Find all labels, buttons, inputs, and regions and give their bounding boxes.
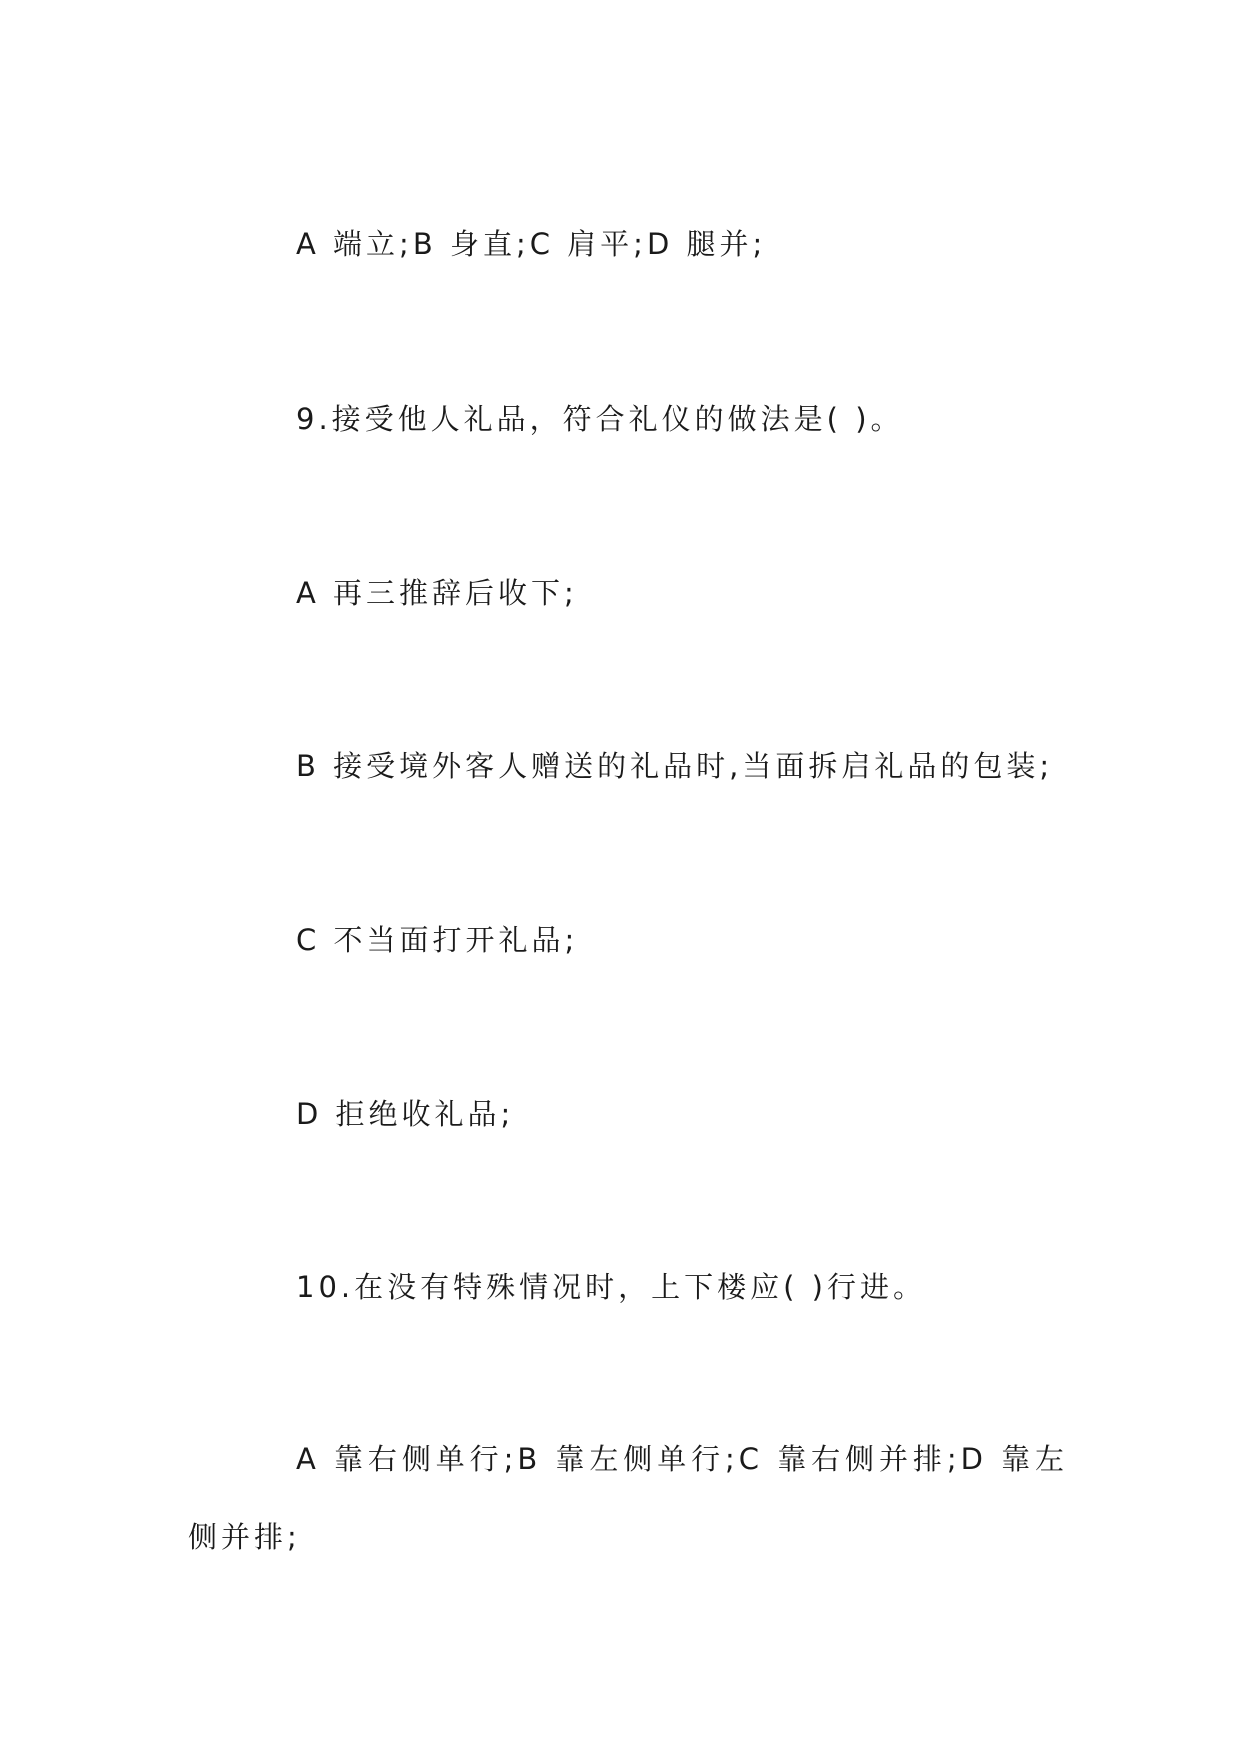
q9-option-c: C 不当面打开礼品; xyxy=(296,923,579,957)
q9-option-a: A 再三推辞后收下; xyxy=(296,576,578,610)
q8-options: A 端立;B 身直;C 肩平;D 腿并; xyxy=(296,227,767,261)
q10-question: 10.在没有特殊情况时，上下楼应( )行进。 xyxy=(296,1270,926,1304)
q10-options: A 靠右侧单行;B 靠左侧单行;C 靠右侧并排;D 靠左侧并排; xyxy=(188,1442,1068,1554)
q9-option-d: D 拒绝收礼品; xyxy=(296,1097,515,1131)
q9-option-b: B 接受境外客人赠送的礼品时,当面拆启礼品的包装; xyxy=(296,749,1054,783)
q9-question: 9.接受他人礼品，符合礼仪的做法是( )。 xyxy=(296,402,904,436)
